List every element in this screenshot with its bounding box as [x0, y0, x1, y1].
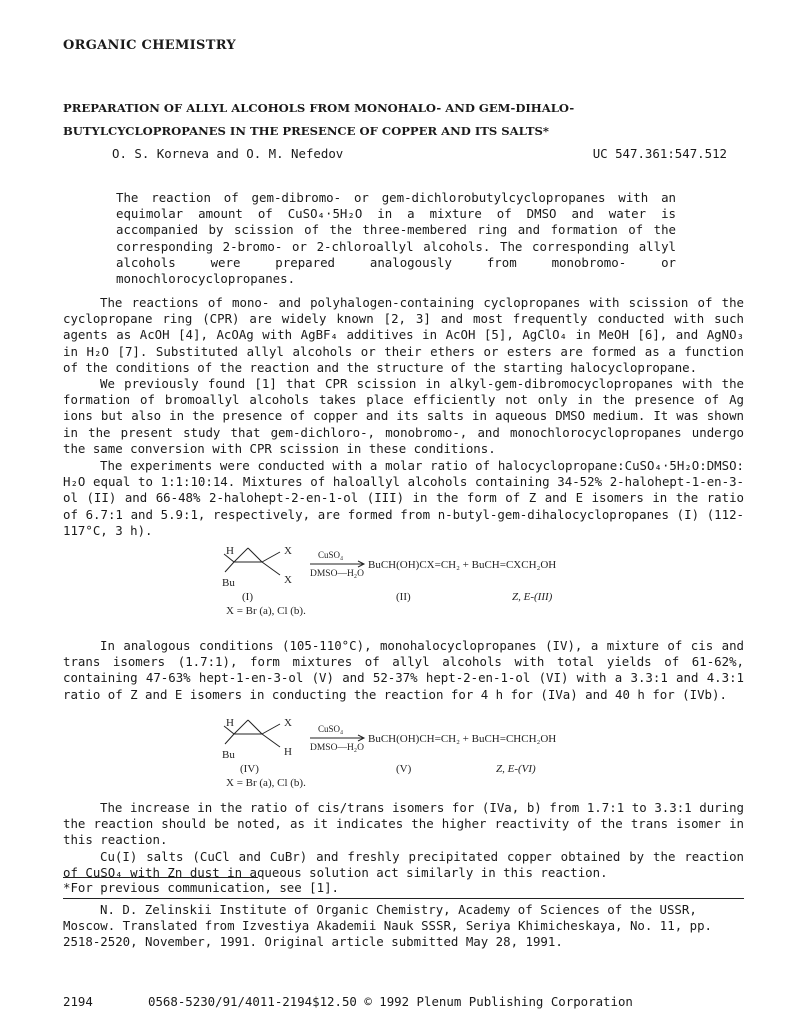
- affiliation: [63, 902, 744, 951]
- scheme2-label-start: (IV): [240, 763, 259, 775]
- scheme1-halogens: X = Br (a), Cl (b).: [226, 605, 306, 617]
- abstract: The reaction of gem-dibromo- or gem-dichlorobutylcyclopropanes with an equimolar amount of CuSO₄·5H₂O in a mixture of DMSO and water is accompanied by scission of the three-membered ring and formation of the corresponding 2-bromo- or 2-chloroallyl alcohols. The corresponding allyl alcohols were prepared analogously from monobromo- or monochlorocyclopropanes.: [116, 190, 676, 287]
- scheme2-halogens: X = Br (a), Cl (b).: [226, 777, 306, 789]
- scheme2-h: H: [226, 717, 234, 729]
- scheme2-reagent-bottom: DMSO—H₂O: [310, 743, 364, 753]
- paragraph-2-text: We previously found [1] that CPR scission in alkyl-gem-dibromocyclopropanes with the formation of bromoallyl alcohols takes place efficiently not only in the presence of Ag ions but also in the presence of copper and its salts in aqueous DMSO medium. It was shown in the present study that gem-dichloro-, monobromo-, and monochlorocyclopropanes undergo the same conversion with CPR scission in these conditions.: [63, 376, 744, 456]
- scheme2-products: BuCH(OH)CH=CH₂ + BuCH=CHCH₂OH: [368, 733, 557, 745]
- affiliation-text: N. D. Zelinskii Institute of Organic Chemistry, Academy of Sciences of the USSR, Moscow. Translated from Izvestiya Akademii Nauk SSSR, Seriya Khimicheskaya, No. 11, pp. 2518-2520, November, 1991. Original article submitted May 28, 1991.: [63, 902, 713, 950]
- scheme1-x-top: X: [284, 545, 292, 557]
- scheme1-reagent-bottom: DMSO—H₂O: [310, 569, 364, 579]
- journal-section: ORGANIC CHEMISTRY: [63, 38, 237, 53]
- paragraph-4: [63, 638, 744, 703]
- scheme2-h-bottom: H: [284, 746, 292, 758]
- scheme2-x-top: X: [284, 717, 292, 729]
- paragraph-3: [63, 458, 744, 539]
- scheme2-label-end: Z, E-(VI): [496, 763, 536, 775]
- title-line-2: BUTYLCYCLOPROPANES IN THE PRESENCE OF COPPER AND ITS SALTS*: [63, 124, 549, 138]
- udc-code: UC 547.361:547.512: [592, 146, 727, 161]
- page-number: 2194: [63, 994, 93, 1009]
- paragraph-4-text: In analogous conditions (105-110°C), monohalocyclopropanes (IV), a mixture of cis and trans isomers (1.7:1), form mixtures of allyl alcohols with total yields of 61-62%, containing 47-63% hept-1-en-3-ol (V) and 52-37% hept-2-en-1-ol (VI) with a 3.3:1 and 4.3:1 ratio of Z and E isomers in conducting the reaction for 4 h for (IVa) and 40 h for (IVb).: [63, 638, 744, 702]
- scheme1-reagent-top: CuSO₄: [318, 550, 344, 560]
- affiliation-rule: [63, 898, 744, 899]
- paragraph-1: [63, 295, 744, 376]
- scheme1-bu: Bu: [222, 577, 235, 589]
- reaction-scheme-1: [200, 540, 620, 618]
- scheme2-label-mid: (V): [396, 763, 412, 775]
- authors: O. S. Korneva and O. M. Nefedov: [112, 146, 344, 161]
- paragraph-5: [63, 800, 744, 849]
- scheme2-reagent-top: CuSO₄: [318, 724, 344, 734]
- footnote-rule: [63, 877, 258, 878]
- paragraph-1-text: The reactions of mono- and polyhalogen-containing cyclopropanes with scission of the cyclopropane ring (CPR) are widely known [2, 3] and most frequently conducted with such agents as AcOH [4], AcOAg with AgBF₄ additives in AcOH [5], AgClO₄ in MeOH [6], and AgNO₃ in H₂O [7]. Substituted allyl alcohols or their ethers or esters are formed as a function of the conditions of the reaction and the structure of the starting halocyclopropane.: [63, 295, 744, 375]
- scheme1-label-mid: (II): [396, 591, 411, 603]
- scheme1-label-start: (I): [242, 591, 253, 603]
- paragraph-5-text: The increase in the ratio of cis/trans isomers for (IVa, b) from 1.7:1 to 3.3:1 during the reaction should be noted, as it indicates the higher reactivity of the trans isomer in this reaction.: [63, 800, 744, 848]
- reaction-scheme-2: [200, 712, 620, 790]
- scheme1-x-bottom: X: [284, 574, 292, 586]
- paragraph-6-text: Cu(I) salts (CuCl and CuBr) and freshly precipitated copper obtained by the reaction of CuSO₄ with Zn dust in aqueous solution act similarly in this reaction.: [63, 849, 744, 881]
- paragraph-2: [63, 376, 744, 457]
- scheme1-h: H: [226, 545, 234, 557]
- scheme1-products: BuCH(OH)CX=CH₂ + BuCH=CXCH₂OH: [368, 559, 557, 571]
- article-title: [63, 97, 574, 143]
- scheme1-label-end: Z, E-(III): [512, 591, 553, 603]
- title-line-1: PREPARATION OF ALLYL ALCOHOLS FROM MONOHALO- AND GEM-DIHALO-: [63, 101, 575, 115]
- footnote: *For previous communication, see [1].: [63, 880, 340, 895]
- issn-line: 0568-5230/91/4011-2194$12.50 © 1992 Plenum Publishing Corporation: [148, 994, 633, 1009]
- paragraph-3-text: The experiments were conducted with a molar ratio of halocyclopropane:CuSO₄·5H₂O:DMSO: H₂O equal to 1:1:10:14. Mixtures of haloallyl alcohols containing 34-52% 2-halohept-1-en-3-ol (II) and 66-48% 2-halohept-2-en-1-ol (III) in the form of Z and E isomers in the ratio of 6.7:1 and 5.9:1, respectively, are formed from n-butyl-gem-dihalocyclopropanes (I) (112-117°C, 3 h).: [63, 458, 744, 538]
- scheme2-bu: Bu: [222, 749, 235, 761]
